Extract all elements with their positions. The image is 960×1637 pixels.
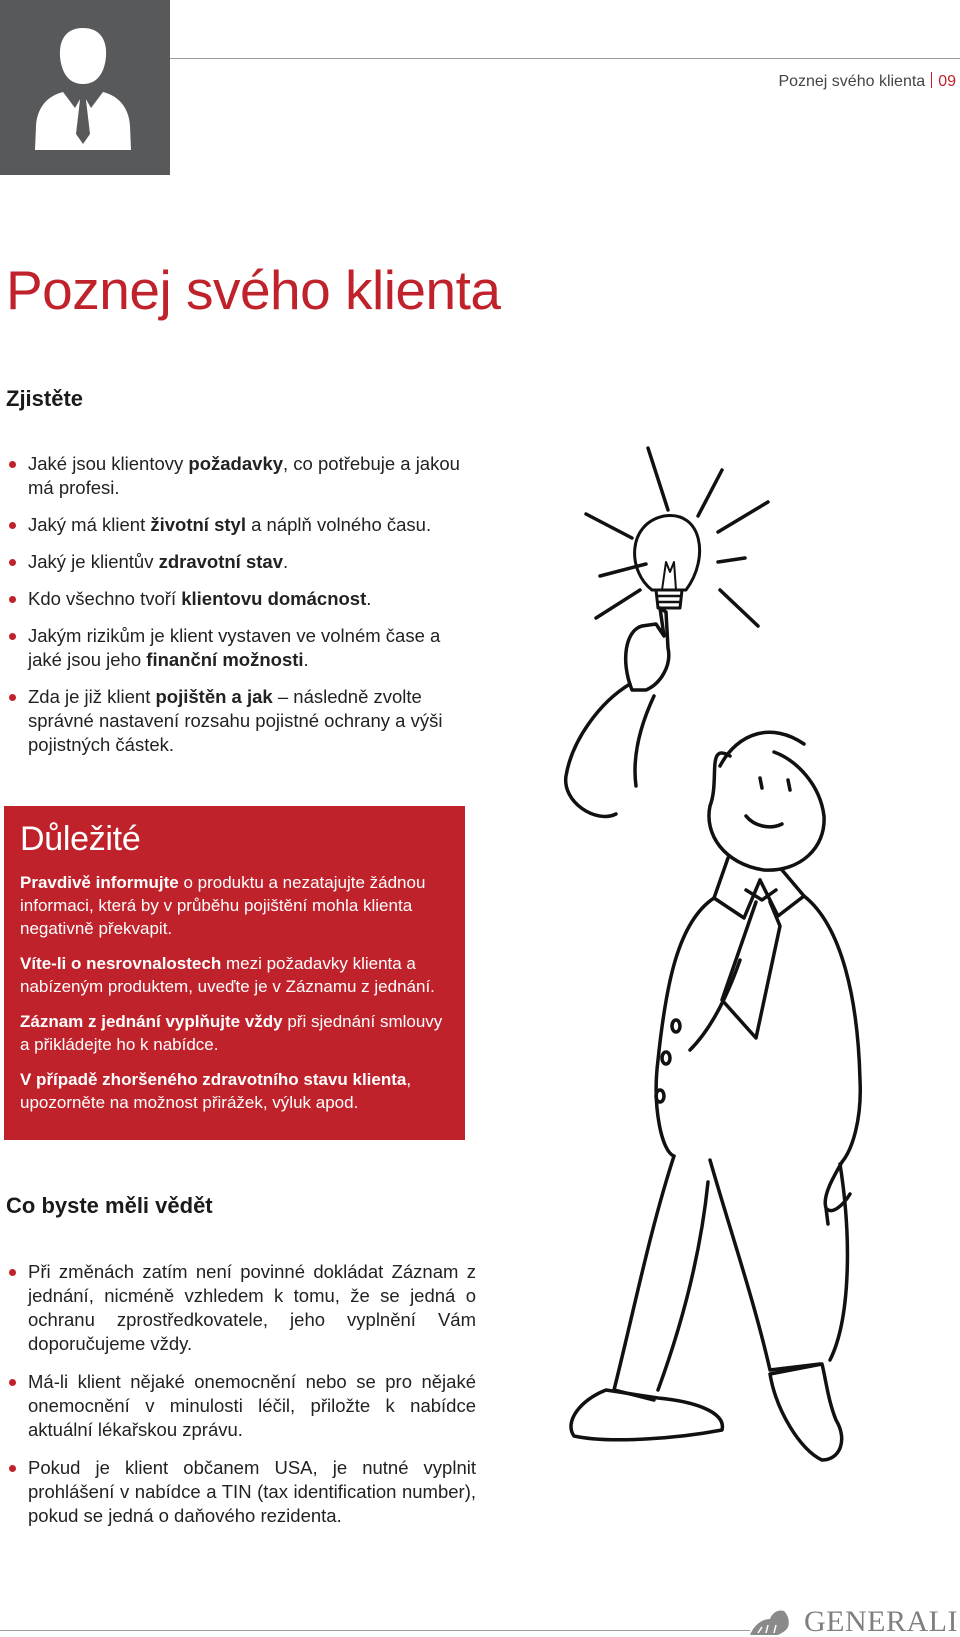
zjistete-item-6-text-0: Zda je již klient: [28, 686, 156, 707]
zjistete-item-3-text-0: Jaký je klientův: [28, 551, 159, 572]
section-heading-zjistete: Zjistěte: [6, 386, 84, 411]
zjistete-item-4-text-2: .: [366, 588, 372, 609]
co-byste-item-2: [6, 1370, 476, 1442]
important-paragraph-2-bold-0: Víte-li o nesrovnalostech: [20, 954, 222, 973]
important-paragraph-2: [20, 952, 449, 998]
important-paragraph-4-text-1: , upozorněte na možnost přirážek, výluk apod.: [20, 1070, 412, 1112]
zjistete-item-4-text-0: Kdo všechno tvoří: [28, 588, 182, 609]
zjistete-item-1-text-2: , co potřebuje a jakou má profesi.: [28, 453, 460, 498]
running-header: [778, 72, 956, 91]
businessman-idea-illustration: [560, 440, 930, 1545]
running-header-title: Poznej svého klienta: [778, 73, 926, 90]
important-title: Důležité: [20, 820, 141, 858]
important-paragraph-3-text-1: při sjednání smlouvy a přikládejte ho k nabídce.: [20, 1012, 443, 1054]
important-box: [4, 806, 465, 1140]
co-byste-item-1-text-0: Při změnách zatím není povinné dokládat Záznam z jednání, nicméně vzhledem k tomu, že se jedná o ochranu zprostředkovatele, jeho vyplnění Vám doporučujeme vždy.: [28, 1261, 476, 1354]
important-paragraph-3-bold-0: Záznam z jednání vyplňujte vždy: [20, 1012, 283, 1031]
important-paragraph-1-text-1: o produktu a nezatajujte žádnou informaci, která by v průběhu pojištění mohla klienta negativně překvapit.: [20, 873, 426, 938]
zjistete-item-5-text-2: .: [303, 649, 309, 670]
zjistete-item-2-text-0: Jaký má klient: [28, 514, 151, 535]
footer-rule: [0, 1630, 750, 1631]
zjistete-item-1-bold-1: požadavky: [188, 453, 284, 474]
zjistete-item-1-text-0: Jaké jsou klientovy: [28, 453, 189, 474]
zjistete-item-2: [6, 513, 466, 537]
page-number: 09: [938, 73, 956, 90]
co-byste-item-3: [6, 1456, 476, 1528]
zjistete-item-1: [6, 452, 466, 500]
important-paragraph-3: [20, 1010, 449, 1056]
zjistete-item-5: [6, 624, 466, 672]
zjistete-item-5-bold-1: finanční možnosti: [146, 649, 304, 670]
header-separator: [931, 72, 932, 88]
zjistete-item-6-text-2: – následně zvolte správné nastavení rozsahu pojistné ochrany a výši pojistných částek.: [28, 686, 443, 755]
zjistete-list: [6, 452, 466, 770]
person-icon: [33, 26, 133, 150]
zjistete-item-3-bold-1: zdravotní stav: [158, 551, 283, 572]
zjistete-item-3: [6, 550, 466, 574]
important-paragraphs: [20, 871, 449, 1114]
important-paragraph-4-bold-0: V případě zhoršeného zdravotního stavu klienta: [20, 1070, 407, 1089]
lightbulb-rays: [586, 448, 768, 626]
zjistete-item-2-bold-1: životní styl: [150, 514, 246, 535]
zjistete-item-4-bold-1: klientovu domácnost: [181, 588, 367, 609]
important-paragraph-2-text-1: mezi požadavky klienta a nabízeným produktem, uveďte je v Záznamu z jednání.: [20, 954, 435, 996]
zjistete-item-5-text-0: Jakým rizikům je klient vystaven ve volném čase a jaké jsou jeho: [28, 625, 441, 670]
section-avatar-box: [0, 0, 170, 175]
zjistete-item-4: [6, 587, 466, 611]
zjistete-item-6-bold-1: pojištěn a jak: [155, 686, 273, 707]
section-heading-co-byste: Co byste měli vědět: [6, 1193, 213, 1218]
page-title: Poznej svého klienta: [6, 259, 501, 321]
zjistete-item-3-text-2: .: [283, 551, 289, 572]
important-paragraph-4: [20, 1068, 449, 1114]
co-byste-item-1: [6, 1260, 476, 1356]
lion-emblem-icon: [748, 1607, 792, 1637]
co-byste-item-2-text-0: Má-li klient nějaké onemocnění nebo se pro nějaké onemocnění v minulosti léčil, přiložte k nabídce aktuální lékařskou zprávu.: [28, 1371, 476, 1440]
zjistete-item-2-text-2: a náplň volného času.: [245, 514, 432, 535]
important-paragraph-1: [20, 871, 449, 940]
generali-logo: [748, 1605, 960, 1637]
header-rule: [170, 58, 960, 59]
co-byste-list: [6, 1260, 476, 1542]
co-byste-item-3-text-0: Pokud je klient občanem USA, je nutné vyplnit prohlášení v nabídce a TIN (tax identification number), pokud se jedná o daňového rezidenta.: [28, 1457, 476, 1526]
lightbulb-icon: [635, 515, 700, 608]
logo-wordmark: GENERALI: [804, 1605, 958, 1637]
zjistete-item-6: [6, 685, 466, 757]
important-paragraph-1-bold-0: Pravdivě informujte: [20, 873, 179, 892]
